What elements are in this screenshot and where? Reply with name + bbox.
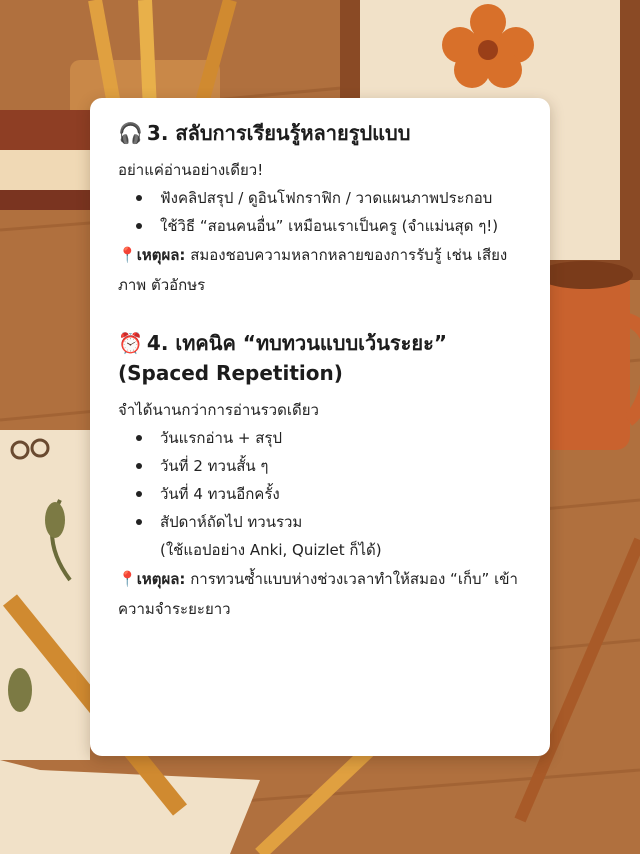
section-4-note: (ใช้แอปอย่าง Anki, Quizlet ก็ได้)	[160, 541, 382, 559]
reason-text: สมองชอบความหลากหลายของการรับรู้ เช่น เสียง ภาพ ตัวอักษร	[118, 246, 508, 294]
section-3-intro: อย่าแค่อ่านอย่างเดียว!	[118, 161, 264, 179]
coffee-mug	[537, 261, 640, 450]
section-4-title: 4. เทคนิค “ทบทวนแบบเว้นระยะ” (Spaced Repetition)	[118, 331, 448, 385]
section-4-list	[118, 424, 526, 536]
alarm-clock-icon: ⏰	[118, 331, 143, 355]
pin-icon: 📍	[118, 246, 137, 264]
list-item: วันที่ 4 ทวนอีกครั้ง	[160, 480, 526, 508]
section-3-heading	[118, 118, 526, 148]
section-4-reason	[118, 564, 526, 624]
section-3-list	[118, 184, 526, 240]
list-item: วันแรกอ่าน + สรุป	[160, 424, 526, 452]
section-3-reason	[118, 240, 526, 300]
reason-label: เหตุผล:	[136, 570, 186, 588]
reason-label: เหตุผล:	[136, 246, 186, 264]
section-3-title: 3. สลับการเรียนรู้หลายรูปแบบ	[146, 121, 411, 145]
headphones-icon: 🎧	[118, 121, 143, 145]
section-4-intro: จำได้นานกว่าการอ่านรวดเดียว	[118, 401, 319, 419]
list-item: สัปดาห์ถัดไป ทวนรวม	[160, 508, 526, 536]
list-item: วันที่ 2 ทวนสั้น ๆ	[160, 452, 526, 480]
pin-icon: 📍	[118, 570, 137, 588]
tips-card	[90, 98, 550, 756]
section-4-heading	[118, 328, 526, 388]
list-item: ฟังคลิปสรุป / ดูอินโฟกราฟิก / วาดแผนภาพประกอบ	[160, 184, 526, 212]
list-item: ใช้วิธี “สอนคนอื่น” เหมือนเราเป็นครู (จำแม่นสุด ๆ!)	[160, 212, 526, 240]
reason-text: การทวนซ้ำแบบห่างช่วงเวลาทำให้สมอง “เก็บ” เข้าความจำระยะยาว	[118, 570, 518, 618]
